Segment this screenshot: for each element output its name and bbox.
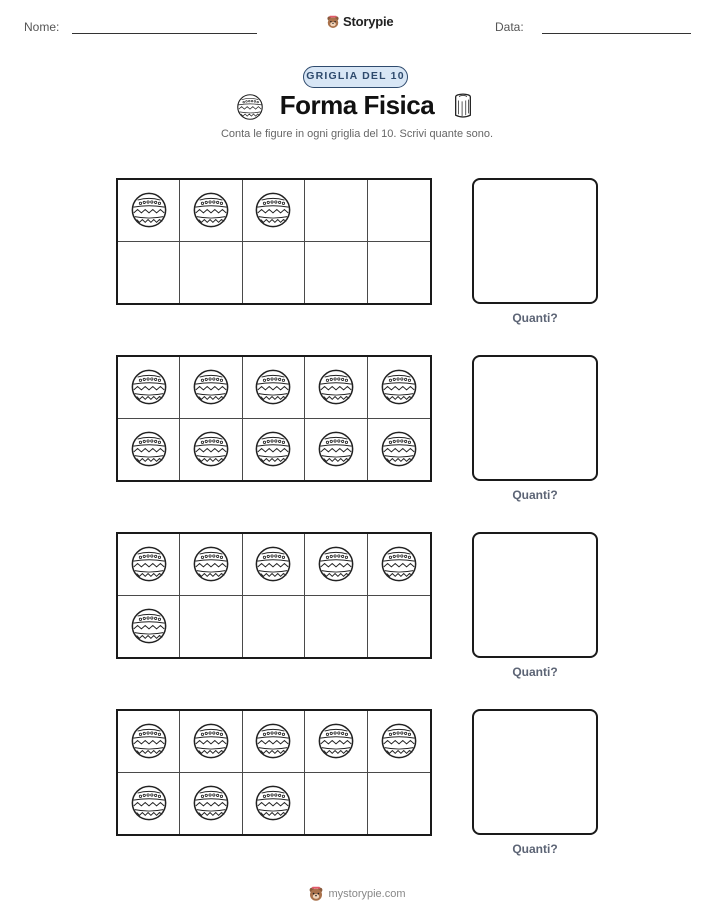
ten-frame-cell [243, 534, 305, 596]
ten-frame-cell [305, 534, 367, 596]
decorated-ball-icon [130, 722, 168, 760]
ten-frame-cell [305, 711, 367, 773]
answer-label: Quanti? [512, 488, 558, 502]
name-label: Nome: [24, 20, 60, 34]
ten-frame-cell [243, 596, 305, 658]
date-line [542, 33, 691, 34]
ten-frame-cell [118, 357, 180, 419]
decorated-ball-icon [380, 722, 418, 760]
answer-box-2[interactable] [472, 355, 598, 481]
footer-url: mystorypie.com [328, 888, 406, 900]
ten-frame-cell [243, 357, 305, 419]
tree-stump-icon [452, 92, 474, 120]
ten-frame-cell [368, 596, 430, 658]
decorated-ball-icon [254, 191, 292, 229]
storypie-bear-icon [308, 886, 324, 902]
decorated-ball-icon [254, 430, 292, 468]
decorated-ball-icon [254, 545, 292, 583]
ten-frame-cell [118, 711, 180, 773]
brand-logo [326, 14, 393, 29]
decorated-ball-icon [317, 430, 355, 468]
decorated-ball-icon [192, 784, 230, 822]
decorated-ball-icon [192, 191, 230, 229]
decorated-ball-icon [192, 722, 230, 760]
decorated-ball-icon [130, 545, 168, 583]
ten-frame-cell [305, 596, 367, 658]
answer-box-1[interactable] [472, 178, 598, 304]
ten-frame-cell [118, 596, 180, 658]
ten-frame-cell [305, 357, 367, 419]
decorated-ball-icon [317, 368, 355, 406]
ten-frame-cell [243, 773, 305, 835]
ten-frame-1 [116, 178, 432, 305]
ten-frame-cell [118, 242, 180, 304]
ten-frame-cell [180, 711, 242, 773]
ten-frame-cell [243, 419, 305, 481]
ten-frame-cell [305, 180, 367, 242]
name-line [72, 33, 257, 34]
decorated-ball-icon [192, 368, 230, 406]
decorated-ball-icon [130, 368, 168, 406]
decorated-ball-icon [192, 545, 230, 583]
answer-box-4[interactable] [472, 709, 598, 835]
decorated-ball-icon [380, 545, 418, 583]
footer [0, 886, 714, 902]
ten-frame-cell [118, 419, 180, 481]
ten-frame-cell [368, 419, 430, 481]
ten-frame-cell [118, 180, 180, 242]
ten-frame-cell [180, 534, 242, 596]
decorated-ball-icon [254, 784, 292, 822]
ten-frame-cell [180, 596, 242, 658]
page-title: Forma Fisica [279, 90, 435, 120]
decorated-ball-icon [254, 722, 292, 760]
ten-frame-cell [243, 242, 305, 304]
ten-frame-3 [116, 532, 432, 659]
answer-box-3[interactable] [472, 532, 598, 658]
decorated-ball-icon [317, 545, 355, 583]
ten-frame-cell [305, 242, 367, 304]
instructions: Conta le figure in ogni griglia del 10. Scrivi quante sono. [220, 128, 494, 140]
ten-frame-cell [368, 773, 430, 835]
ten-frame-cell [180, 773, 242, 835]
answer-label: Quanti? [512, 842, 558, 856]
ten-frame-cell [368, 180, 430, 242]
decorated-ball-icon [130, 191, 168, 229]
brand-name: Storypie [343, 14, 394, 29]
decorated-ball-icon [130, 430, 168, 468]
ten-frame-cell [118, 534, 180, 596]
ten-frame-cell [243, 180, 305, 242]
ten-frame-4 [116, 709, 432, 836]
decorated-ball-icon [380, 368, 418, 406]
ten-frame-2 [116, 355, 432, 482]
ten-frame-cell [180, 419, 242, 481]
decorated-ball-icon [130, 784, 168, 822]
decorated-ball-icon [130, 607, 168, 645]
decorated-ball-icon [192, 430, 230, 468]
worksheet-badge: GRIGLIA DEL 10 [303, 66, 408, 88]
decorated-ball-icon [317, 722, 355, 760]
date-label: Data: [495, 20, 524, 34]
answer-label: Quanti? [512, 311, 558, 325]
ten-frame-cell [368, 534, 430, 596]
ten-frame-cell [118, 773, 180, 835]
ten-frame-cell [305, 773, 367, 835]
ten-frame-cell [368, 711, 430, 773]
answer-label: Quanti? [512, 665, 558, 679]
ten-frame-cell [243, 711, 305, 773]
decorated-ball-icon [254, 368, 292, 406]
storypie-bear-icon [326, 15, 340, 29]
decorated-ball-icon [380, 430, 418, 468]
ten-frame-cell [368, 242, 430, 304]
ten-frame-cell [180, 357, 242, 419]
ten-frame-cell [305, 419, 367, 481]
ten-frame-cell [180, 180, 242, 242]
ten-frame-cell [180, 242, 242, 304]
ten-frame-cell [368, 357, 430, 419]
